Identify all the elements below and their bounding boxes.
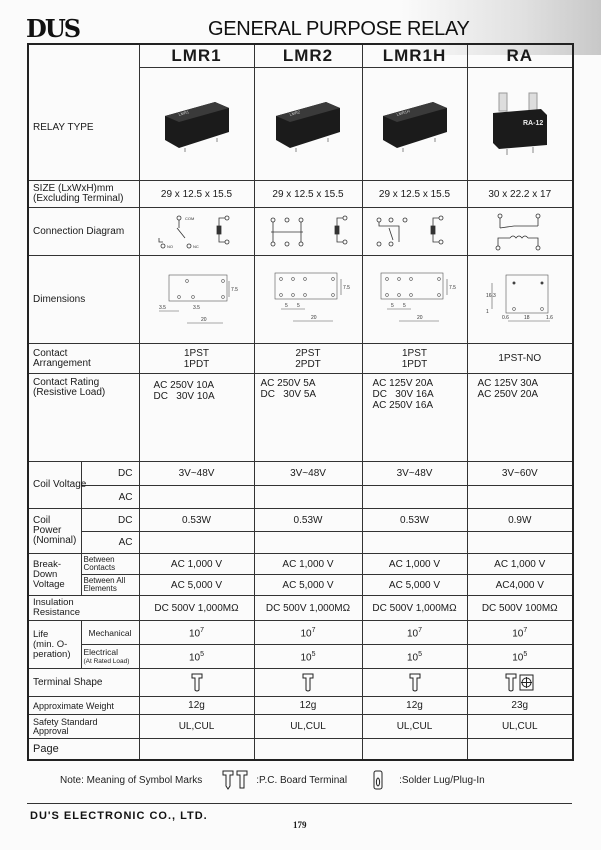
size-label-line1: SIZE (LxWxH)mm	[33, 183, 114, 194]
svg-text:0.6: 0.6	[502, 314, 510, 321]
life-elec-lmr2-exp: 5	[311, 651, 316, 659]
life-elec-lmr2	[254, 645, 362, 669]
life-elec-lmr1h-exp: 5	[418, 651, 423, 659]
coil-voltage-ac-ra	[467, 486, 573, 509]
coil-voltage-ac-label: AC	[81, 486, 139, 509]
svg-text:20: 20	[310, 314, 317, 321]
coil-power-ac-lmr1	[139, 532, 254, 554]
symbol-note	[60, 770, 485, 790]
size-lmr2: 29 x 12.5 x 15.5	[254, 181, 362, 208]
svg-text:5: 5	[391, 302, 394, 309]
between-all-line2: Elements	[83, 584, 117, 593]
column-header-lmr1h: LMR1H	[362, 44, 467, 68]
size-row	[28, 181, 573, 208]
rating-lmr1h	[362, 374, 467, 462]
coil-voltage-label: Coil Voltage	[28, 462, 81, 509]
coil-power-label-line2: (Nominal)	[33, 535, 77, 546]
life-elec-ra	[467, 645, 573, 669]
terminal-lmr1	[139, 669, 254, 697]
svg-text:COM: COM	[185, 215, 195, 221]
coil-power-lmr1: 0.53W	[139, 509, 254, 532]
life-elec-lmr1-base: 10	[188, 652, 201, 664]
column-header-lmr1: LMR1	[139, 44, 254, 68]
page-row	[28, 739, 573, 760]
life-mech-lmr1-exp: 7	[200, 627, 205, 635]
weight-row	[28, 697, 573, 715]
bd-contacts-ra: AC 1,000 V	[467, 554, 573, 575]
connection-diagram-lmr1	[139, 208, 254, 256]
relay-spec-table	[27, 43, 574, 761]
bd-contacts-lmr1: AC 1,000 V	[139, 554, 254, 575]
relay-photo-lmr2	[254, 68, 362, 181]
rating-lmr2	[254, 374, 362, 462]
rating-lmr1h-line2: DC 30V 16A	[372, 389, 434, 400]
svg-text:7.5: 7.5	[231, 286, 238, 293]
contact-rating-label-line1: Contact Rating	[33, 377, 100, 388]
life-mech-ra-base: 10	[512, 628, 524, 640]
svg-text:20: 20	[417, 314, 423, 321]
rating-lmr1h-line3: AC 250V 16A	[372, 400, 434, 411]
insulation-lmr1h: DC 500V 1,000MΩ	[362, 596, 467, 621]
coil-voltage-lmr2: 3V~48V	[254, 462, 362, 486]
breakdown-label-line3: Voltage	[33, 578, 65, 590]
svg-text:3.5: 3.5	[193, 304, 200, 311]
contact-rating-row	[28, 374, 573, 462]
contact-arrangement-row	[28, 344, 573, 374]
life-elec-ra-exp: 5	[523, 651, 528, 659]
coil-voltage-dc-row	[28, 462, 573, 486]
dimensions-lmr2	[254, 256, 362, 344]
svg-text:16.3: 16.3	[486, 292, 496, 299]
arrangement-lmr2	[254, 344, 362, 374]
coil-voltage-ac-lmr1	[139, 486, 254, 509]
note-prefix: Note: Meaning of Symbol Marks	[60, 774, 203, 786]
rating-lmr1-line2: DC 30V 10A	[153, 391, 215, 402]
life-elec-lmr1h-base: 10	[406, 652, 419, 664]
life-mech-lmr2-exp: 7	[311, 627, 316, 635]
svg-text:5: 5	[403, 302, 406, 309]
svg-text:18: 18	[524, 314, 530, 321]
terminal-ra	[467, 669, 573, 697]
breakdown-contacts-row	[28, 554, 573, 575]
safety-lmr2: UL,CUL	[254, 715, 362, 739]
pc-terminal-icon	[506, 674, 516, 691]
bd-contacts-lmr1h: AC 1,000 V	[362, 554, 467, 575]
dimensions-label: Dimensions	[28, 256, 139, 344]
arrangement-lmr1	[139, 344, 254, 374]
insulation-label	[28, 596, 139, 621]
solder-lug-icon	[373, 770, 383, 790]
svg-text:LMR2: LMR2	[288, 109, 301, 117]
life-label	[28, 621, 81, 669]
insulation-lmr2: DC 500V 1,000MΩ	[254, 596, 362, 621]
size-lmr1h: 29 x 12.5 x 15.5	[362, 181, 467, 208]
safety-lmr1: UL,CUL	[139, 715, 254, 739]
life-elec-lmr1-exp: 5	[200, 651, 205, 659]
page-number: 179	[293, 820, 307, 830]
breakdown-label-line1: Break-	[33, 558, 61, 570]
coil-power-dc-label: DC	[81, 509, 139, 532]
safety-ra: UL,CUL	[467, 715, 573, 739]
safety-label-line2: Approval	[33, 725, 69, 736]
bd-all-ra: AC4,000 V	[467, 575, 573, 596]
life-elec-ra-base: 10	[512, 652, 524, 664]
electrical-label	[81, 645, 139, 669]
rating-ra-line2: AC 250V 20A	[477, 389, 539, 400]
contact-arrangement-label-line1: Contact	[33, 347, 68, 359]
terminal-shape-row	[28, 669, 573, 697]
life-mech-lmr1h-exp: 7	[418, 627, 423, 635]
relay-photo-ra	[467, 68, 573, 181]
coil-power-ac-lmr1h	[362, 532, 467, 554]
coil-voltage-ac-lmr2	[254, 486, 362, 509]
bd-all-lmr2: AC 5,000 V	[254, 575, 362, 596]
coil-power-ac-ra	[467, 532, 573, 554]
arrangement-lmr1h-line2: 1PDT	[401, 358, 428, 370]
breakdown-label-line2: Down	[33, 568, 58, 580]
rating-ra	[467, 374, 573, 462]
size-lmr1: 29 x 12.5 x 15.5	[139, 181, 254, 208]
svg-text:NC: NC	[193, 243, 199, 249]
insulation-lmr1: DC 500V 1,000MΩ	[139, 596, 254, 621]
coil-power-label	[28, 509, 81, 554]
bd-all-lmr1: AC 5,000 V	[139, 575, 254, 596]
electrical-label-line1: Electrical	[83, 646, 118, 657]
svg-text:5: 5	[296, 302, 300, 309]
life-mech-lmr1	[139, 621, 254, 645]
between-contacts-line2: Contacts	[83, 563, 116, 572]
arrangement-lmr2-line1: 2PST	[295, 347, 321, 359]
footer-divider	[27, 803, 572, 804]
contact-rating-label-line2: (Resistive Load)	[33, 387, 106, 398]
size-label	[28, 181, 139, 208]
coil-power-ac-lmr2	[254, 532, 362, 554]
contact-arrangement-label-line2: Arrangement	[33, 357, 91, 369]
life-label-line3: peration)	[33, 648, 71, 660]
arrangement-lmr1-line1: 1PST	[183, 347, 209, 359]
between-contacts-line1: Between	[83, 555, 115, 564]
between-all-line1: Between All	[83, 576, 126, 585]
life-mech-lmr2-base: 10	[300, 628, 312, 640]
electrical-label-line2: (At Rated Load)	[83, 657, 130, 665]
coil-power-lmr2: 0.53W	[254, 509, 362, 532]
svg-text:1: 1	[486, 308, 490, 315]
header-row	[28, 44, 573, 68]
connection-diagram-lmr2	[254, 208, 362, 256]
connection-diagram-ra	[467, 208, 573, 256]
rating-ra-line1: AC 125V 30A	[477, 378, 539, 389]
coil-voltage-lmr1: 3V~48V	[139, 462, 254, 486]
life-electrical-row	[28, 645, 573, 669]
page-lmr1	[139, 739, 254, 760]
coil-power-label-line1: Coil Power	[33, 515, 62, 536]
insulation-label-line1: Insulation	[33, 597, 74, 608]
relay-type-label: RELAY TYPE	[28, 44, 139, 181]
dimensions-lmr1h	[362, 256, 467, 344]
pc-terminal-icon	[409, 673, 421, 693]
between-all-label	[81, 575, 139, 596]
arrangement-lmr1-line2: 1PDT	[183, 358, 210, 370]
coil-power-ac-label: AC	[81, 532, 139, 554]
life-mech-lmr1-base: 10	[188, 628, 201, 640]
life-elec-lmr1h	[362, 645, 467, 669]
page-title: GENERAL PURPOSE RELAY	[208, 18, 470, 40]
quick-connect-terminal-icon	[520, 675, 533, 690]
svg-text:5: 5	[284, 302, 288, 309]
terminal-lmr2	[254, 669, 362, 697]
life-mech-lmr1h	[362, 621, 467, 645]
rating-lmr1	[139, 374, 254, 462]
page-lmr2	[254, 739, 362, 760]
safety-label	[28, 715, 139, 739]
page-label: Page	[28, 739, 139, 760]
svg-text:3.5: 3.5	[159, 304, 166, 311]
safety-row	[28, 715, 573, 739]
safety-label-line1: Safety Standard	[33, 716, 98, 727]
arrangement-lmr1h-line1: 1PST	[401, 347, 427, 359]
arrangement-lmr1h	[362, 344, 467, 374]
svg-text:LMR1H: LMR1H	[395, 108, 410, 117]
svg-text:7.5: 7.5	[342, 284, 350, 291]
svg-text:NO: NO	[167, 243, 173, 249]
life-mechanical-row	[28, 621, 573, 645]
column-header-ra: RA	[467, 44, 573, 68]
safety-lmr1h: UL,CUL	[362, 715, 467, 739]
coil-voltage-ac-row	[28, 486, 573, 509]
coil-power-ra: 0.9W	[467, 509, 573, 532]
svg-text:20: 20	[201, 316, 207, 323]
life-mech-lmr2	[254, 621, 362, 645]
pc-board-label: :P.C. Board Terminal	[256, 774, 348, 786]
relay-photo-lmr1h	[362, 68, 467, 181]
bd-contacts-lmr2: AC 1,000 V	[254, 554, 362, 575]
pc-terminal-icon	[302, 673, 314, 693]
life-elec-lmr1	[139, 645, 254, 669]
rating-lmr1-line1: AC 250V 10A	[153, 380, 215, 391]
svg-text:7.5: 7.5	[449, 284, 456, 291]
dimensions-row	[28, 256, 573, 344]
coil-power-ac-row	[28, 532, 573, 554]
solder-lug-label: :Solder Lug/Plug-In	[399, 774, 485, 786]
weight-lmr2: 12g	[254, 697, 362, 715]
mechanical-label: Mechanical	[81, 621, 139, 645]
page-ra	[467, 739, 573, 760]
weight-label: Approximate Weight	[28, 697, 139, 715]
size-label-line2: (Excluding Terminal)	[33, 193, 124, 204]
contact-arrangement-label	[28, 344, 139, 374]
svg-text:RA-12: RA-12	[522, 120, 543, 127]
pc-board-terminal-icon	[222, 770, 250, 790]
coil-voltage-lmr1h: 3V~48V	[362, 462, 467, 486]
page-lmr1h	[362, 739, 467, 760]
terminal-lmr1h	[362, 669, 467, 697]
life-label-line2: (min. O-	[33, 638, 68, 650]
breakdown-all-row	[28, 575, 573, 596]
pc-terminal-icon	[191, 673, 203, 693]
life-mech-lmr1h-base: 10	[406, 628, 419, 640]
insulation-label-line2: Resistance	[33, 607, 80, 618]
life-label-line1: Life	[33, 628, 49, 640]
insulation-ra: DC 500V 100MΩ	[467, 596, 573, 621]
bd-all-lmr1h: AC 5,000 V	[362, 575, 467, 596]
size-ra: 30 x 22.2 x 17	[467, 181, 573, 208]
coil-voltage-dc-label: DC	[81, 462, 139, 486]
coil-power-dc-row	[28, 509, 573, 532]
connection-row	[28, 208, 573, 256]
svg-text:LMR1: LMR1	[177, 109, 190, 117]
life-elec-lmr2-base: 10	[300, 652, 312, 664]
connection-diagram-lmr1h	[362, 208, 467, 256]
arrangement-lmr2-line2: 2PDT	[295, 358, 321, 370]
weight-lmr1: 12g	[139, 697, 254, 715]
contact-rating-label	[28, 374, 139, 462]
between-contacts-label	[81, 554, 139, 575]
life-mech-ra	[467, 621, 573, 645]
connection-label: Connection Diagram	[28, 208, 139, 256]
coil-voltage-ra: 3V~60V	[467, 462, 573, 486]
rating-lmr2-line1: AC 250V 5A	[260, 378, 316, 389]
breakdown-voltage-label	[28, 554, 81, 596]
dimensions-ra	[467, 256, 573, 344]
terminal-shape-label: Terminal Shape	[28, 669, 139, 697]
svg-text:1.6: 1.6	[546, 314, 554, 321]
relay-photo-lmr1	[139, 68, 254, 181]
rating-lmr2-line2: DC 30V 5A	[260, 389, 317, 400]
weight-lmr1h: 12g	[362, 697, 467, 715]
arrangement-ra: 1PST-NO	[467, 344, 573, 374]
company-name: DU'S ELECTRONIC CO., LTD.	[30, 810, 208, 822]
coil-voltage-ac-lmr1h	[362, 486, 467, 509]
dimensions-lmr1	[139, 256, 254, 344]
insulation-row	[28, 596, 573, 621]
life-mech-ra-exp: 7	[523, 627, 528, 635]
column-header-lmr2: LMR2	[254, 44, 362, 68]
coil-power-lmr1h: 0.53W	[362, 509, 467, 532]
company-logo: DUS	[26, 14, 80, 43]
rating-lmr1h-line1: AC 125V 20A	[372, 378, 434, 389]
weight-ra: 23g	[467, 697, 573, 715]
